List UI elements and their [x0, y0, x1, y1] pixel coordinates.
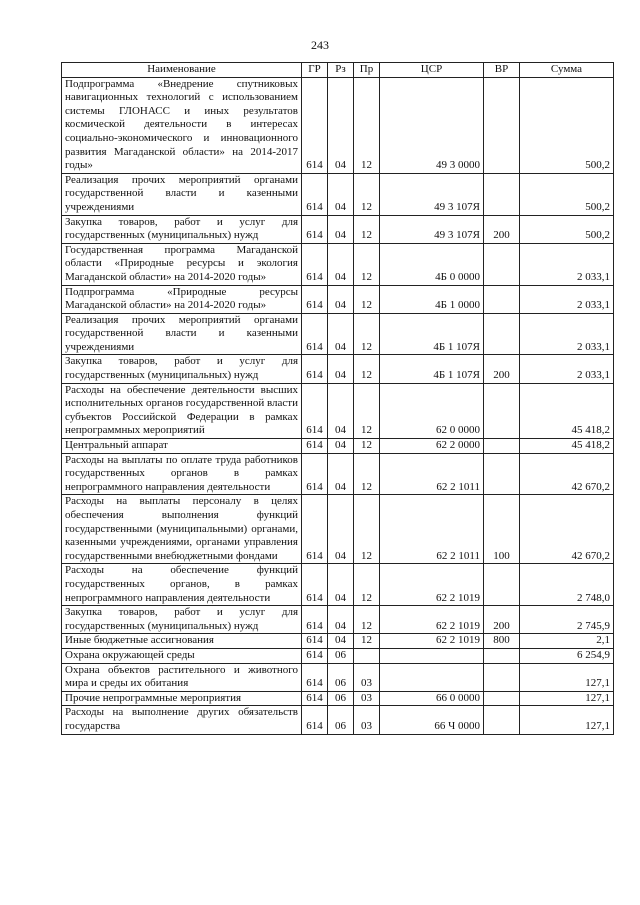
table-body: [62, 77, 614, 734]
cell-sum: 127,1: [520, 691, 614, 706]
cell-rz: 04: [328, 355, 354, 383]
cell-csr: [380, 648, 484, 663]
cell-sum: 127,1: [520, 663, 614, 691]
cell-sum: 500,2: [520, 215, 614, 243]
cell-sum: 2 033,1: [520, 285, 614, 313]
cell-vr: [484, 243, 520, 285]
cell-vr: [484, 564, 520, 606]
cell-name: Охрана объектов растительного и животного мира и среды их обитания: [62, 663, 302, 691]
cell-name: Расходы на выплаты персоналу в целях обеспечения выполнения функций государственными (муниципальными) органами, казенными учреждениями, органами управления государственными внебюджетными фондами: [62, 495, 302, 564]
cell-gr: 614: [302, 663, 328, 691]
cell-csr: 62 2 1011: [380, 453, 484, 495]
cell-pr: 12: [354, 606, 380, 634]
table-row: [62, 453, 614, 495]
cell-gr: 614: [302, 564, 328, 606]
cell-sum: 42 670,2: [520, 453, 614, 495]
cell-sum: 45 418,2: [520, 383, 614, 438]
cell-vr: [484, 691, 520, 706]
cell-vr: [484, 77, 520, 173]
cell-pr: 12: [354, 453, 380, 495]
cell-rz: 04: [328, 313, 354, 355]
table-row: [62, 173, 614, 215]
cell-name: Реализация прочих мероприятий органами государственной власти и казенными учреждениями: [62, 313, 302, 355]
cell-csr: 49 3 107Я: [380, 215, 484, 243]
cell-vr: 800: [484, 634, 520, 649]
table-row: [62, 495, 614, 564]
cell-rz: 04: [328, 634, 354, 649]
cell-rz: 04: [328, 453, 354, 495]
cell-pr: 12: [354, 383, 380, 438]
column-header-gr: ГР: [302, 63, 328, 78]
cell-pr: 03: [354, 691, 380, 706]
cell-sum: 42 670,2: [520, 495, 614, 564]
cell-vr: 200: [484, 215, 520, 243]
cell-gr: 614: [302, 453, 328, 495]
cell-vr: [484, 173, 520, 215]
cell-sum: 2 033,1: [520, 243, 614, 285]
cell-pr: 03: [354, 706, 380, 734]
cell-name: Расходы на выплаты по оплате труда работников государственных органов в рамках непрограммного направления деятельности: [62, 453, 302, 495]
cell-rz: 06: [328, 691, 354, 706]
page-number: 243: [311, 38, 329, 52]
cell-gr: 614: [302, 243, 328, 285]
cell-rz: 04: [328, 215, 354, 243]
cell-pr: 12: [354, 439, 380, 454]
cell-gr: 614: [302, 313, 328, 355]
cell-gr: 614: [302, 495, 328, 564]
column-header-rz: Рз: [328, 63, 354, 78]
cell-csr: 62 2 1019: [380, 634, 484, 649]
table-row: [62, 706, 614, 734]
table-row: [62, 285, 614, 313]
cell-name: Закупка товаров, работ и услуг для государственных (муниципальных) нужд: [62, 215, 302, 243]
cell-csr: 62 0 0000: [380, 383, 484, 438]
cell-sum: 45 418,2: [520, 439, 614, 454]
cell-csr: 66 Ч 0000: [380, 706, 484, 734]
cell-sum: 500,2: [520, 77, 614, 173]
cell-pr: 12: [354, 77, 380, 173]
table-row: [62, 634, 614, 649]
cell-pr: 03: [354, 663, 380, 691]
cell-pr: 12: [354, 564, 380, 606]
cell-pr: 12: [354, 313, 380, 355]
table-row: [62, 77, 614, 173]
column-header-vr: ВР: [484, 63, 520, 78]
cell-sum: 6 254,9: [520, 648, 614, 663]
cell-sum: 2,1: [520, 634, 614, 649]
cell-name: Иные бюджетные ассигнования: [62, 634, 302, 649]
cell-vr: [484, 313, 520, 355]
budget-table: [61, 62, 614, 735]
cell-csr: 4Б 1 107Я: [380, 313, 484, 355]
cell-vr: [484, 285, 520, 313]
column-header-pr: Пр: [354, 63, 380, 78]
cell-name: Расходы на обеспечение функций государственных органов, в рамках непрограммного направления деятельности: [62, 564, 302, 606]
table-header-row: [62, 63, 614, 78]
cell-rz: 04: [328, 564, 354, 606]
cell-pr: 12: [354, 285, 380, 313]
cell-name: Подпрограмма «Природные ресурсы Магаданской области» на 2014-2020 годы»: [62, 285, 302, 313]
cell-rz: 04: [328, 606, 354, 634]
cell-vr: [484, 439, 520, 454]
cell-sum: 2 748,0: [520, 564, 614, 606]
cell-rz: 06: [328, 663, 354, 691]
cell-csr: 62 2 1019: [380, 564, 484, 606]
table-row: [62, 691, 614, 706]
cell-name: Расходы на выполнение других обязательств государства: [62, 706, 302, 734]
cell-vr: 100: [484, 495, 520, 564]
cell-pr: 12: [354, 243, 380, 285]
cell-pr: 12: [354, 355, 380, 383]
cell-gr: 614: [302, 355, 328, 383]
table-row: [62, 564, 614, 606]
cell-name: Центральный аппарат: [62, 439, 302, 454]
table-row: [62, 243, 614, 285]
cell-name: Прочие непрограммные мероприятия: [62, 691, 302, 706]
cell-gr: 614: [302, 648, 328, 663]
cell-gr: 614: [302, 691, 328, 706]
cell-vr: 200: [484, 355, 520, 383]
cell-pr: 12: [354, 215, 380, 243]
column-header-sum: Сумма: [520, 63, 614, 78]
cell-gr: 614: [302, 383, 328, 438]
cell-vr: [484, 453, 520, 495]
cell-vr: 200: [484, 606, 520, 634]
cell-rz: 06: [328, 706, 354, 734]
cell-csr: 49 3 0000: [380, 77, 484, 173]
cell-sum: 127,1: [520, 706, 614, 734]
table-row: [62, 355, 614, 383]
cell-rz: 04: [328, 285, 354, 313]
column-header-csr: ЦСР: [380, 63, 484, 78]
cell-gr: 614: [302, 285, 328, 313]
cell-gr: 614: [302, 439, 328, 454]
cell-vr: [484, 383, 520, 438]
cell-gr: 614: [302, 706, 328, 734]
cell-rz: 04: [328, 77, 354, 173]
cell-csr: 62 2 1011: [380, 495, 484, 564]
cell-pr: 12: [354, 173, 380, 215]
table-row: [62, 663, 614, 691]
cell-csr: 66 0 0000: [380, 691, 484, 706]
cell-csr: 62 2 1019: [380, 606, 484, 634]
cell-sum: 2 033,1: [520, 355, 614, 383]
cell-rz: 04: [328, 495, 354, 564]
cell-csr: 4Б 1 0000: [380, 285, 484, 313]
cell-rz: 04: [328, 243, 354, 285]
cell-name: Подпрограмма «Внедрение спутниковых навигационных технологий с использованием системы ГЛОНАСС и иных результатов космической деятельности в интересах социально-экономического и инновационного развития Магаданской области» на 2014-2017 годы»: [62, 77, 302, 173]
cell-vr: [484, 706, 520, 734]
cell-gr: 614: [302, 173, 328, 215]
cell-pr: 12: [354, 495, 380, 564]
cell-rz: 04: [328, 439, 354, 454]
cell-vr: [484, 663, 520, 691]
table-row: [62, 215, 614, 243]
cell-gr: 614: [302, 215, 328, 243]
cell-rz: 04: [328, 173, 354, 215]
cell-csr: 4Б 1 107Я: [380, 355, 484, 383]
cell-sum: 2 745,9: [520, 606, 614, 634]
table-row: [62, 383, 614, 438]
cell-vr: [484, 648, 520, 663]
cell-gr: 614: [302, 634, 328, 649]
cell-csr: [380, 663, 484, 691]
cell-name: Государственная программа Магаданской области «Природные ресурсы и экология Магаданской области» на 2014-2020 годы»: [62, 243, 302, 285]
cell-csr: 62 2 0000: [380, 439, 484, 454]
cell-name: Закупка товаров, работ и услуг для государственных (муниципальных) нужд: [62, 606, 302, 634]
cell-sum: 500,2: [520, 173, 614, 215]
cell-pr: [354, 648, 380, 663]
cell-csr: 4Б 0 0000: [380, 243, 484, 285]
cell-gr: 614: [302, 606, 328, 634]
table-row: [62, 439, 614, 454]
cell-name: Закупка товаров, работ и услуг для государственных (муниципальных) нужд: [62, 355, 302, 383]
column-header-name: Наименование: [62, 63, 302, 78]
cell-gr: 614: [302, 77, 328, 173]
cell-name: Расходы на обеспечение деятельности высших исполнительных органов государственной власти субъектов Российской Федерации в рамках непрограммных мероприятий: [62, 383, 302, 438]
cell-rz: 06: [328, 648, 354, 663]
cell-csr: 49 3 107Я: [380, 173, 484, 215]
cell-name: Реализация прочих мероприятий органами государственной власти и казенными учреждениями: [62, 173, 302, 215]
cell-sum: 2 033,1: [520, 313, 614, 355]
table-row: [62, 648, 614, 663]
table-row: [62, 606, 614, 634]
cell-rz: 04: [328, 383, 354, 438]
table-row: [62, 313, 614, 355]
cell-name: Охрана окружающей среды: [62, 648, 302, 663]
cell-pr: 12: [354, 634, 380, 649]
